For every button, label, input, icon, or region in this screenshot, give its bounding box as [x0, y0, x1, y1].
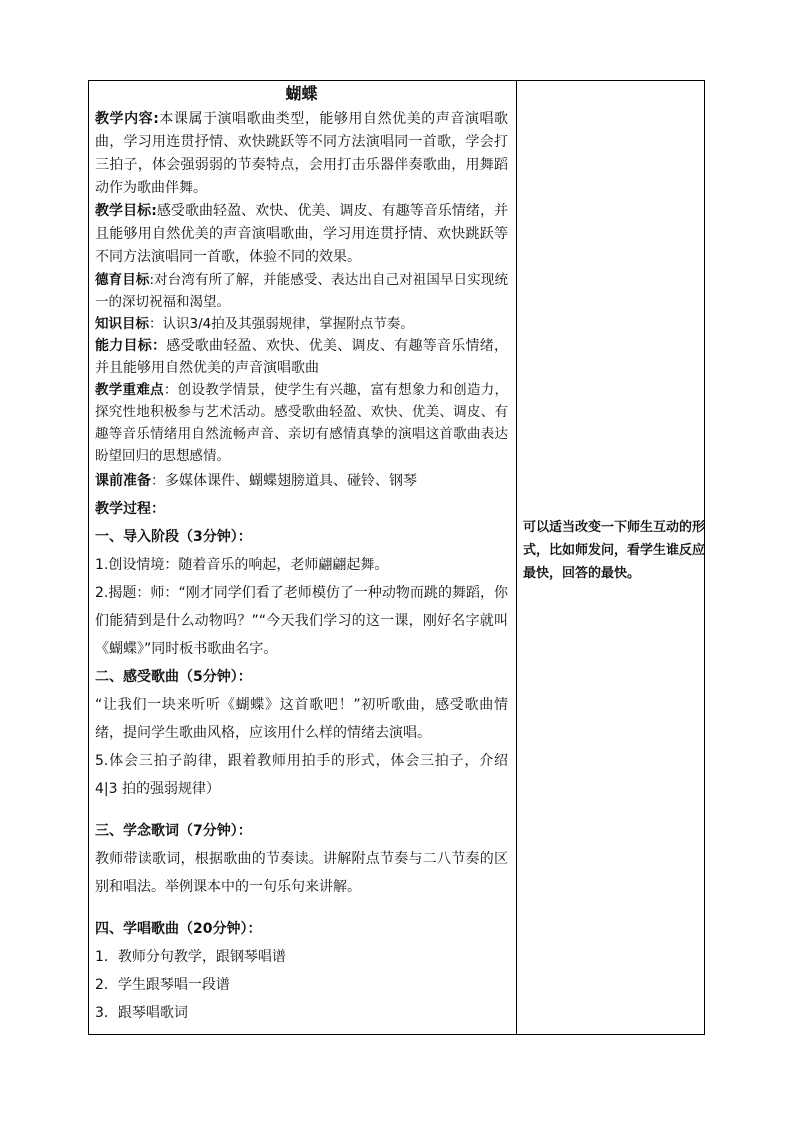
- step1-heading: 一、导入阶段（3分钟）：: [95, 529, 252, 545]
- step4-item2: 2．学生跟琴唱一段谱: [95, 977, 230, 993]
- knowledge-text: ：认识3/4拍及其强弱规律，掌握附点节奏。: [149, 316, 414, 332]
- page-title: 蝴蝶: [285, 84, 318, 103]
- step3-heading: 三、学念歌词（7分钟）：: [95, 823, 252, 839]
- moral-text: :对台湾有所了解，并能感受、表达出自己对祖国早日实现统一的深切祝福和渴望。: [95, 272, 508, 310]
- step1-item1: 1.创设情境：随着音乐的响起，老师翩翩起舞。: [95, 557, 389, 573]
- teaching-content: [95, 108, 508, 200]
- difficulty-text: ：创设教学情景，使学生有兴趣，富有想象力和创造力，探究性地积极参与艺术活动。感受歌曲轻盈、欢快、优美、调皮、有趣等音乐情绪用自然流畅声音、亲切有感情真挚的演唱这首歌曲表达盼望回归的思想感情。: [95, 382, 509, 464]
- ability-text: 感受歌曲轻盈、欢快、优美、调皮、有趣等音乐情绪，并且能够用自然优美的声音演唱歌曲: [95, 338, 508, 376]
- step4-heading: 四、学唱歌曲（20分钟）：: [95, 921, 262, 937]
- ability-goal: [95, 335, 508, 379]
- content-label: 教学内容:: [95, 111, 159, 127]
- preparation: [95, 467, 508, 495]
- goal-label: 教学目标:: [95, 203, 157, 219]
- ability-label: 能力目标：: [95, 338, 167, 354]
- step2-text2: 5.体会三拍子韵律，跟着教师用拍手的形式，体会三拍子，介绍 4|3 拍的强弱规律）: [95, 753, 508, 797]
- side-note: 可以适当改变一下师生互动的形式，比如师发问，看学生谁反应最快，回答的最快。: [523, 520, 706, 581]
- step1-item2: 2.揭题：师：“刚才同学们看了老师模仿了一种动物而跳的舞蹈，你们能猜到是什么动物吗？”“今天我们学习的这一课，刚好名字就叫《蝴蝶》”同时板书歌曲名字。: [95, 585, 508, 657]
- notes-column: [517, 81, 704, 1034]
- knowledge-goal: [95, 313, 508, 335]
- step2-text1: “让我们一块来听听《蝴蝶》这首歌吧！”初听歌曲，感受歌曲情绪，提问学生歌曲风格，应该用什么样的情绪去演唱。: [95, 697, 508, 741]
- content-text: 本课属于演唱歌曲类型，能够用自然优美的声音演唱歌曲，学习用连贯抒情、欢快跳跃等不同方法演唱同一首歌，学会打三拍子，体会强弱弱的节奏特点，会用打击乐器伴奏歌曲，用舞蹈动作为歌曲伴舞。: [95, 111, 509, 196]
- goal-text: 感受歌曲轻盈、欢快、优美、调皮、有趣等音乐情绪，并且能够用自然优美的声音演唱歌曲，学习用连贯抒情、欢快跳跃等不同方法演唱同一首歌，体验不同的效果。: [95, 203, 508, 265]
- knowledge-label: 知识目标: [95, 316, 149, 332]
- step4-item3: 3．跟琴唱歌词: [95, 1005, 188, 1021]
- lesson-table: [88, 80, 705, 1035]
- process-heading: 教学过程：: [95, 501, 165, 517]
- moral-label: 德育目标: [95, 272, 150, 288]
- teaching-goal: [95, 200, 508, 269]
- moral-goal: [95, 269, 508, 313]
- prep-label: 课前准备: [95, 473, 151, 489]
- step2-heading: 二、感受歌曲（5分钟）：: [95, 669, 252, 685]
- lesson-content-column: [89, 81, 516, 1034]
- step4-item1: 1．教师分句教学，跟钢琴唱谱: [95, 949, 286, 965]
- prep-text: ：多媒体课件、蝴蝶翅膀道具、碰铃、钢琴: [151, 473, 417, 489]
- step3-text: 教师带读歌词，根据歌曲的节奏读。讲解附点节奏与二八节奏的区别和唱法。举例课本中的一句乐句来讲解。: [95, 851, 508, 895]
- key-difficulty: [95, 379, 508, 467]
- difficulty-label: 教学重难点: [95, 382, 164, 398]
